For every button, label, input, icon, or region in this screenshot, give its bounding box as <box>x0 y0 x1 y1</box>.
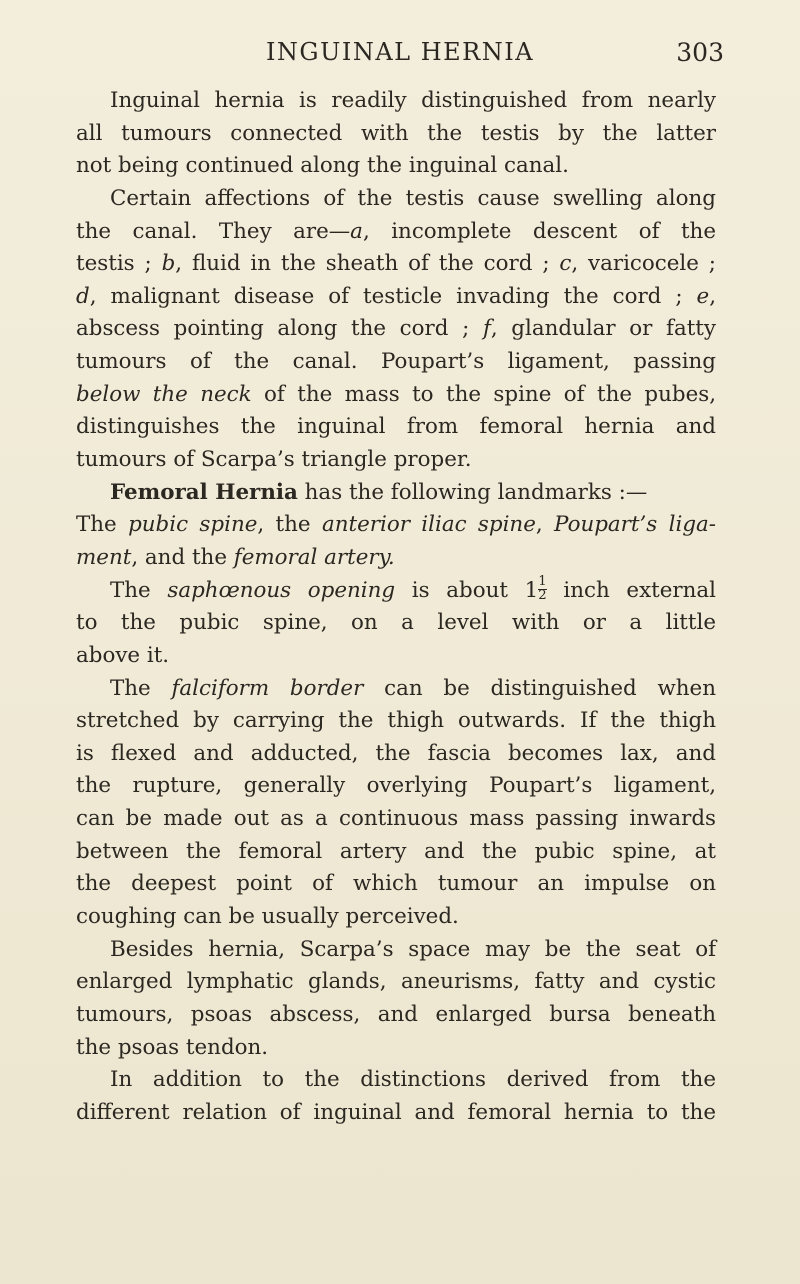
italic-text: Poupart’s liga- <box>554 512 716 538</box>
text-run: the deepest point of which tumour an impulse on <box>76 871 716 897</box>
text-run: is about 1 <box>395 577 539 603</box>
text-run: , varicocele ; <box>571 251 716 277</box>
text-line <box>76 216 716 249</box>
text-run: has the following landmarks :— <box>297 479 648 505</box>
text-run: can be made out as a continuous mass passing inwards <box>76 806 716 832</box>
running-head: INGUINAL HERNIA <box>265 38 535 66</box>
text-run: the psoas tendon. <box>76 1034 269 1060</box>
italic-text: below the neck <box>76 381 252 407</box>
text-run: , incomplete descent of the <box>362 218 716 244</box>
text-run: the canal. They are— <box>76 218 351 244</box>
text-line <box>76 477 716 510</box>
body-text <box>76 85 716 1130</box>
text-run: In addition to the distinctions derived from the <box>110 1067 716 1093</box>
text-run: Inguinal hernia is readily distinguished from nearly <box>110 88 716 113</box>
italic-text: anterior iliac spine <box>321 512 536 538</box>
text-run: stretched by carrying the thigh outwards. If the thigh <box>76 708 716 734</box>
page-header <box>76 38 724 68</box>
text-run: can be distinguished when <box>363 675 716 701</box>
fraction-numerator: 1 <box>538 574 547 590</box>
text-run: The <box>76 512 129 538</box>
italic-text: c <box>559 251 572 277</box>
text-line <box>76 85 716 118</box>
text-line <box>76 248 716 281</box>
text-run: all tumours connected with the testis by the latter <box>76 120 716 146</box>
text-run: , <box>535 512 555 538</box>
text-line <box>76 118 716 151</box>
text-run: the rupture, generally overlying Poupart’s ligament, <box>76 773 716 799</box>
italic-text: femoral artery. <box>233 544 395 570</box>
text-line <box>76 346 716 379</box>
text-line <box>76 411 716 444</box>
text-run: not being continued along the inguinal canal. <box>76 153 569 179</box>
text-run: tumours, psoas abscess, and enlarged bursa beneath <box>76 1001 716 1027</box>
text-line <box>76 607 716 640</box>
italic-text: saphœnous opening <box>167 577 396 603</box>
text-run: inch external <box>546 577 716 603</box>
italic-text: a <box>350 218 363 244</box>
text-run: , malignant disease of testicle invading the cord ; <box>89 283 697 309</box>
text-line <box>76 901 716 934</box>
text-line <box>76 803 716 836</box>
text-line <box>76 705 716 738</box>
text-line <box>76 444 716 477</box>
text-line <box>76 313 716 346</box>
text-line <box>76 966 716 999</box>
text-run: testis ; <box>76 251 162 277</box>
italic-text: ment <box>76 544 132 570</box>
text-run: Certain affections of the testis cause swelling along <box>110 185 716 211</box>
text-line <box>76 281 716 314</box>
text-run: abscess pointing along the cord ; <box>76 316 483 342</box>
text-run: above it. <box>76 642 170 668</box>
text-line <box>76 379 716 412</box>
text-run: is flexed and adducted, the fascia becomes lax, and <box>76 740 716 766</box>
italic-text: d <box>76 283 90 309</box>
text-line <box>76 183 716 216</box>
text-run: , <box>709 283 716 309</box>
text-run: to the pubic spine, on a level with or a little <box>76 610 716 636</box>
text-run: , the <box>257 512 322 538</box>
text-line <box>76 999 716 1032</box>
italic-text: e <box>696 283 710 309</box>
text-run: enlarged lymphatic glands, aneurisms, fatty and cystic <box>76 969 716 995</box>
text-run: , fluid in the sheath of the cord ; <box>175 251 560 277</box>
text-run: distinguishes the inguinal from femoral hernia and <box>76 414 716 440</box>
italic-text: falciform border <box>171 675 364 701</box>
text-line <box>76 150 716 183</box>
text-line <box>76 1032 716 1065</box>
text-line <box>76 868 716 901</box>
fraction-denominator: 2 <box>538 587 547 603</box>
italic-text: pubic spine <box>128 512 258 538</box>
text-run: tumours of the canal. Poupart’s ligament, passing <box>76 349 716 375</box>
text-run: tumours of Scarpa’s triangle proper. <box>76 447 472 473</box>
text-run: The <box>110 577 168 603</box>
italic-text: f <box>482 316 491 342</box>
text-line <box>76 673 716 706</box>
text-line <box>76 1097 716 1130</box>
text-line <box>76 1064 716 1097</box>
text-run: , and the <box>131 544 234 570</box>
fraction <box>538 576 546 602</box>
text-line <box>76 770 716 803</box>
text-line <box>76 509 716 542</box>
text-run: Besides hernia, Scarpa’s space may be the seat of <box>110 936 716 962</box>
text-run: coughing can be usually perceived. <box>76 904 459 930</box>
text-run: The <box>110 675 172 701</box>
text-run: between the femoral artery and the pubic spine, at <box>76 838 716 864</box>
text-run: different relation of inguinal and femoral hernia to the <box>76 1099 716 1125</box>
text-line <box>76 836 716 869</box>
page-number: 303 <box>676 38 724 67</box>
text-run: of the mass to the spine of the pubes, <box>251 381 717 407</box>
italic-text: b <box>161 251 176 277</box>
text-line <box>76 738 716 771</box>
text-line <box>76 640 716 673</box>
section-heading: Femoral Hernia <box>110 479 298 505</box>
text-run: , glandular or fatty <box>490 316 716 342</box>
text-line <box>76 934 716 967</box>
text-line <box>76 575 716 608</box>
text-line <box>76 542 716 575</box>
